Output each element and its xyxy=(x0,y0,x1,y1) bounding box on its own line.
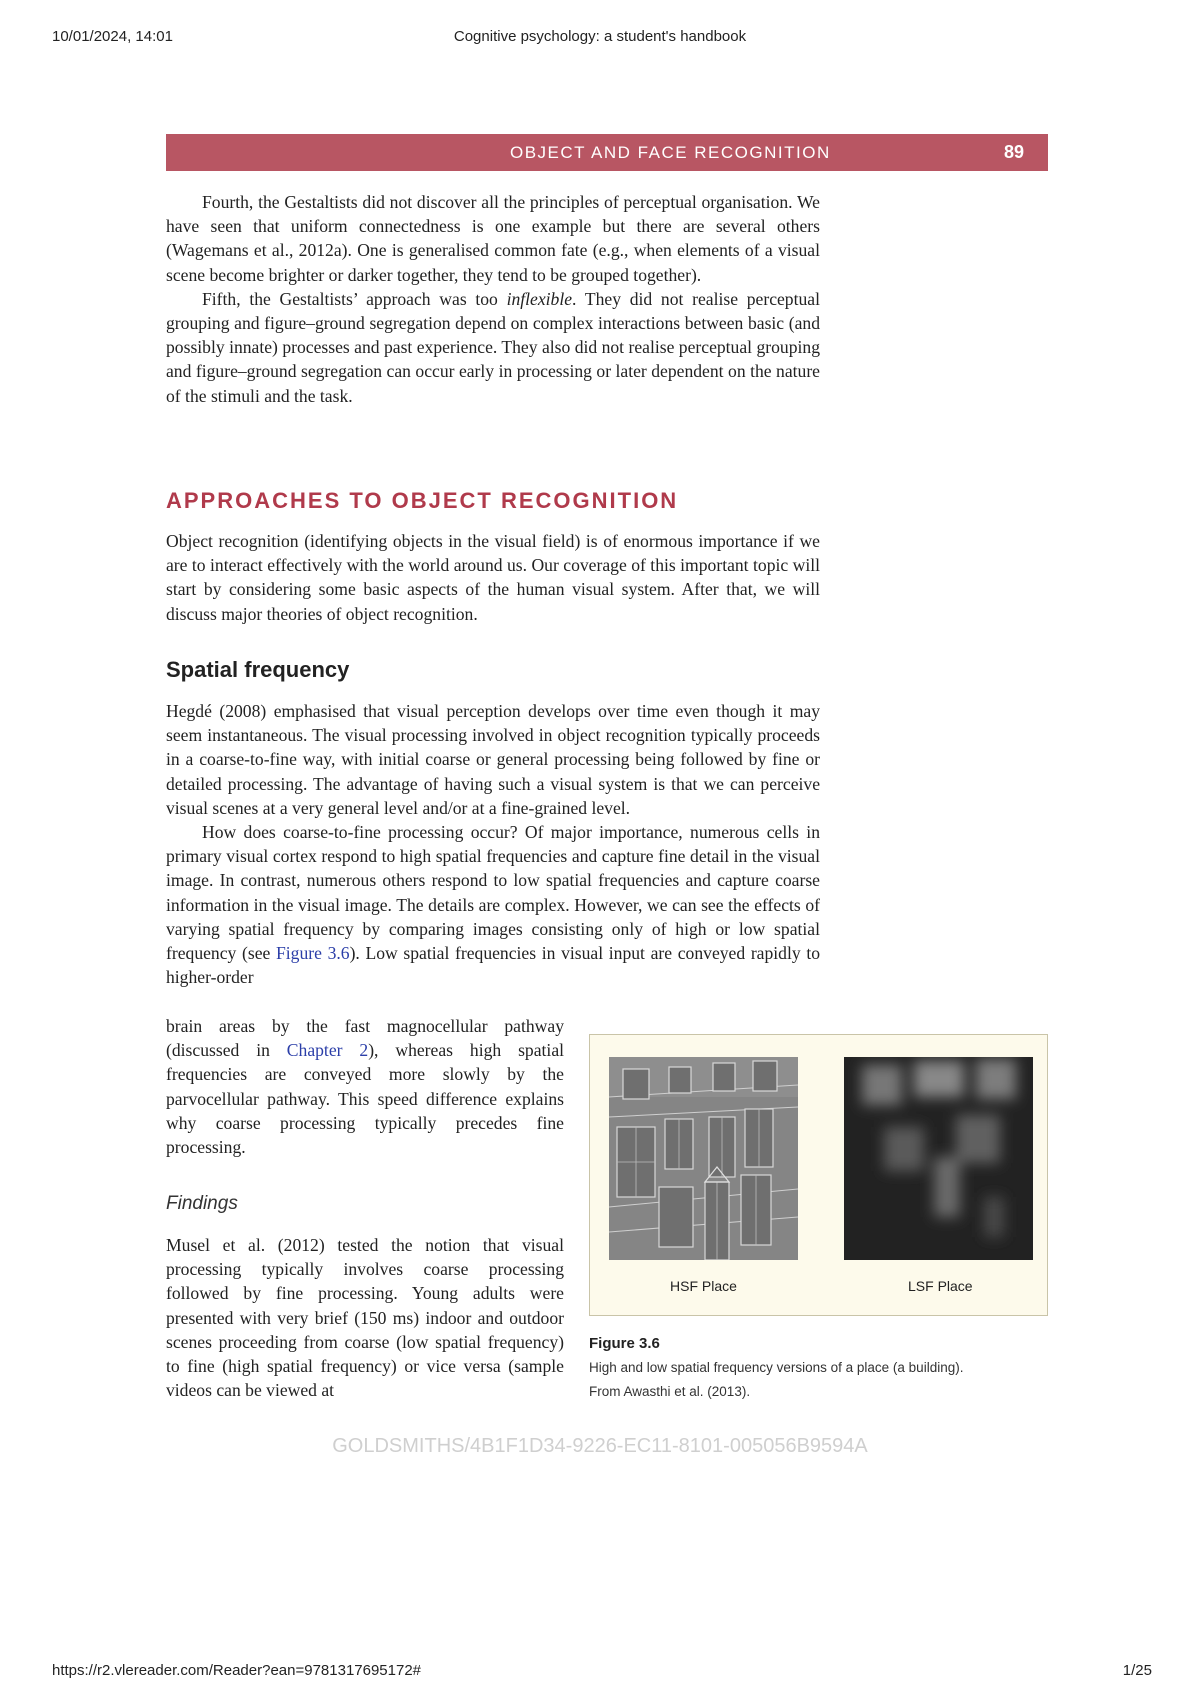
print-page-count: 1/25 xyxy=(1122,1662,1152,1679)
hsf-place-image xyxy=(609,1057,798,1260)
figure-box xyxy=(589,1034,1048,1316)
section-heading: APPROACHES TO OBJECT RECOGNITION xyxy=(166,488,679,513)
paragraph-fifth-part2: . They did not realise perceptual grouping and figure–ground segregation depend on complex interactions between basic (and possibly innate) processes and past experience. They also did not realise perceptual grouping and figure–ground segregation can occur early in processing or later dependent on the nature of the stimuli and the task. xyxy=(166,288,820,406)
paragraph-musel: Musel et al. (2012) tested the notion that visual processing typically involves coarse processing followed by fine processing. Young adults were presented with very brief (150 ms) indoor and outdoor scenes proceeding from coarse (low spatial frequency) to fine (high spatial frequency) or vice versa (sample videos can be viewed at xyxy=(166,1235,564,1401)
figure-caption-line2: From Awasthi et al. (2013). xyxy=(589,1384,751,1399)
paragraph-coarse-to-fine xyxy=(166,820,820,989)
lsf-place-image xyxy=(844,1057,1033,1260)
print-datetime: 10/01/2024, 14:01 xyxy=(52,28,173,45)
chapter-link[interactable]: Chapter 2 xyxy=(286,1040,369,1061)
chapter-title: OBJECT AND FACE RECOGNITION xyxy=(510,143,831,162)
paragraph-pathways-part1: brain areas by the fast magnocellular pathway (discussed in xyxy=(166,1016,564,1061)
paragraph-fifth-part1: Fifth, the Gestaltists’ approach was too xyxy=(202,288,507,309)
paragraph-coarse-part2: ). Low spatial frequencies in visual input are conveyed rapidly to higher-order xyxy=(166,943,821,988)
paragraph-coarse-part1: How does coarse-to-fine processing occur? Of major importance, numerous cells in primary visual cortex respond to high spatial frequencies and capture fine detail in the visual image. In contrast, numerous others respond to low spatial frequencies and capture coarse information in the visual image. The details are complex. However, we can see the effects of varying spatial frequency by comparing images consisting only of high or low spatial frequency (see xyxy=(166,822,820,964)
findings-heading: Findings xyxy=(166,1193,238,1214)
paragraph-fourth: Fourth, the Gestaltists did not discover all the principles of perceptual organisation. We have seen that uniform connectedness is one example but there are several others (Wagemans et al., 2012a). One is generalised common fate (e.g., when elements of a visual scene become brighter or darker together, they tend to be grouped together). xyxy=(166,192,820,285)
figure-caption-line1: High and low spatial frequency versions of a place (a building). xyxy=(589,1360,964,1375)
paragraph-pathways-part2: ), whereas high spatial frequencies are conveyed more slowly by the parvocellular pathway. This speed difference explains why coarse processing typically precedes fine processing. xyxy=(166,1040,565,1158)
spatial-frequency-text-block xyxy=(166,699,820,989)
intro-text-block xyxy=(166,190,820,408)
lsf-label: LSF Place xyxy=(908,1278,973,1294)
print-url: https://r2.vlereader.com/Reader?ean=9781317695172# xyxy=(52,1662,422,1679)
hsf-label: HSF Place xyxy=(670,1278,737,1294)
paragraph-fifth-emphasis: inflexible xyxy=(506,288,573,309)
figure-caption xyxy=(589,1356,1059,1404)
approaches-text-block xyxy=(166,529,820,626)
paragraph-approaches: Object recognition (identifying objects in the visual field) is of enormous importance if we are to interact effectively with the world around us. Our coverage of this important topic will start by considering some basic aspects of the human visual system. After that, we will discuss major theories of object recognition. xyxy=(166,531,820,624)
narrow-text-block xyxy=(166,1014,564,1159)
paragraph-hegde: Hegdé (2008) emphasised that visual perception develops over time even though it may seem instantaneous. The visual processing involved in object recognition typically proceeds in a coarse-to-fine way, with initial coarse or general processing being followed by fine or detailed processing. The advantage of having such a visual system is that we can perceive visual scenes at a very general level and/or at a fine-grained level. xyxy=(166,701,820,818)
print-doc-title: Cognitive psychology: a student's handbook xyxy=(453,28,747,45)
figure-link[interactable]: Figure 3.6 xyxy=(275,943,350,964)
page-number: 89 xyxy=(1003,142,1024,162)
subsection-heading: Spatial frequency xyxy=(166,657,350,682)
paragraph-pathways xyxy=(166,1014,564,1159)
print-footer xyxy=(0,1662,1200,1682)
print-header xyxy=(0,28,1200,48)
watermark: GOLDSMITHS/4B1F1D34-9226-EC11-8101-005056B9594A xyxy=(332,1435,868,1457)
running-header xyxy=(166,134,1048,171)
figure-label: Figure 3.6 xyxy=(589,1335,660,1352)
findings-text-block xyxy=(166,1233,564,1402)
paragraph-fifth xyxy=(166,287,820,408)
